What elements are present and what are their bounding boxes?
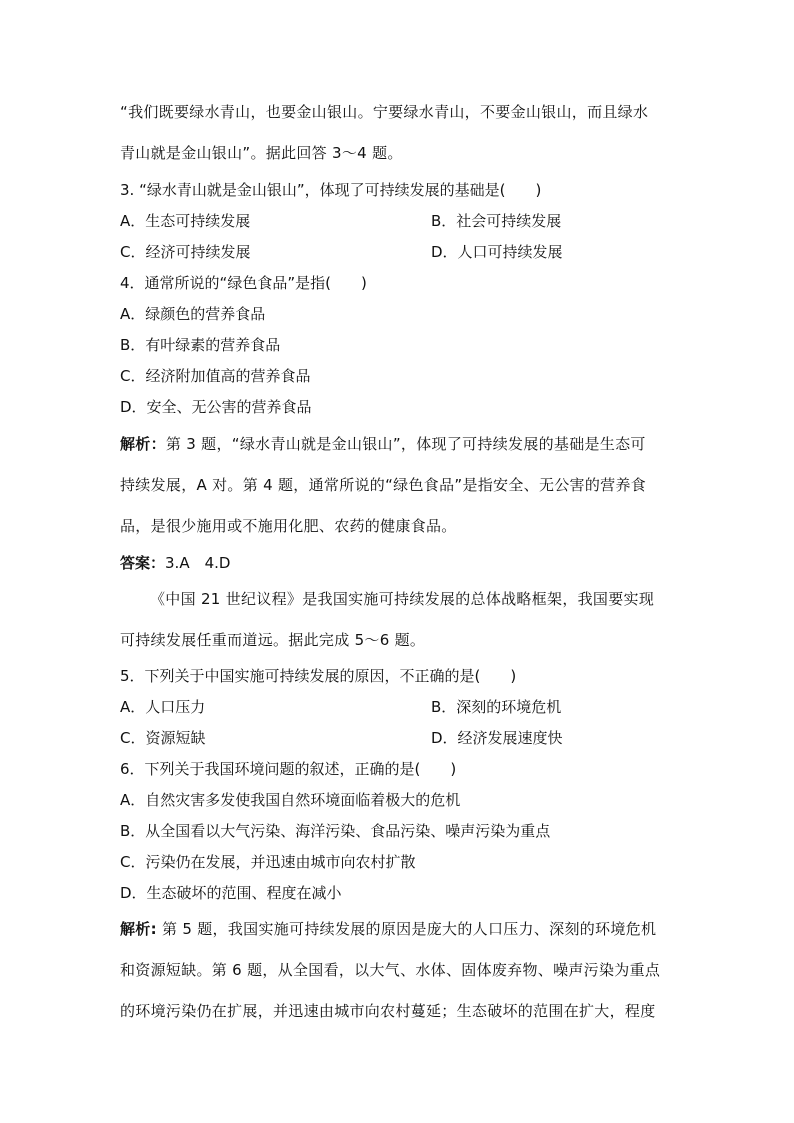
analysis1-line2: 持续发展，A 对。第 4 题，通常所说的“绿色食品”是指安全、无公害的营养食 <box>120 476 647 494</box>
analysis2-line1 <box>120 919 656 939</box>
q6-option-a: A．自然灾害多发使我国自然环境面临着极大的危机 <box>120 791 461 809</box>
q3-option-b: B．社会可持续发展 <box>431 212 562 230</box>
analysis2-label: 解析: <box>120 920 157 938</box>
q6-stem: 6．下列关于我国环境问题的叙述，正确的是( ) <box>120 760 457 778</box>
q4-option-a: A．绿颜色的营养食品 <box>120 305 266 323</box>
analysis2-line2: 和资源短缺。第 6 题，从全国看，以大气、水体、固体废弃物、噪声污染为重点 <box>120 961 661 979</box>
q3-option-a: A．生态可持续发展 <box>120 212 251 230</box>
analysis1-text1: 第 3 题，“绿水青山就是金山银山”，体现了可持续发展的基础是生态可 <box>165 435 646 453</box>
q4-option-c: C．经济附加值高的营养食品 <box>120 367 311 385</box>
q5-option-d: D．经济发展速度快 <box>431 729 563 747</box>
q3-option-c: C．经济可持续发展 <box>120 243 251 261</box>
q4-option-d: D．安全、无公害的营养食品 <box>120 398 312 416</box>
analysis2-line3: 的环境污染仍在扩展，并迅速由城市向农村蔓延；生态破坏的范围在扩大，程度 <box>120 1002 656 1020</box>
answer1-label: 答案： <box>120 554 166 572</box>
answer1-line <box>120 553 230 573</box>
q6-option-d: D．生态破坏的范围、程度在减小 <box>120 884 342 902</box>
q5-stem: 5．下列关于中国实施可持续发展的原因，不正确的是( ) <box>120 667 517 685</box>
q4-option-b: B．有叶绿素的营养食品 <box>120 336 281 354</box>
intro2-line2: 可持续发展任重而道远。据此完成 5～6 题。 <box>120 631 426 649</box>
analysis2-text1: 第 5 题，我国实施可持续发展的原因是庞大的人口压力、深刻的环境危机 <box>156 920 657 938</box>
intro2-line1: 《中国 21 世纪议程》是我国实施可持续发展的总体战略框架，我国要实现 <box>150 590 655 608</box>
answer1-value: 3.A 4.D <box>165 554 231 572</box>
intro1-line2: 青山就是金山银山”。据此回答 3～4 题。 <box>120 144 403 162</box>
q6-option-b: B．从全国看以大气污染、海洋污染、食品污染、噪声污染为重点 <box>120 822 551 840</box>
q3-stem: 3. “绿水青山就是金山银山”，体现了可持续发展的基础是( ) <box>120 181 542 199</box>
analysis1-line3: 品，是很少施用或不施用化肥、农药的健康食品。 <box>120 517 457 535</box>
q5-option-a: A．人口压力 <box>120 698 206 716</box>
q3-option-d: D．人口可持续发展 <box>431 243 563 261</box>
q6-option-c: C．污染仍在发展，并迅速由城市向农村扩散 <box>120 853 416 871</box>
q5-option-b: B．深刻的环境危机 <box>431 698 562 716</box>
intro1-line1: “我们既要绿水青山，也要金山银山。宁要绿水青山，不要金山银山，而且绿水 <box>120 103 649 121</box>
q5-option-c: C．资源短缺 <box>120 729 206 747</box>
q4-stem: 4．通常所说的“绿色食品”是指( ) <box>120 274 367 292</box>
analysis1-line1 <box>120 434 646 454</box>
analysis1-label: 解析： <box>120 435 166 453</box>
